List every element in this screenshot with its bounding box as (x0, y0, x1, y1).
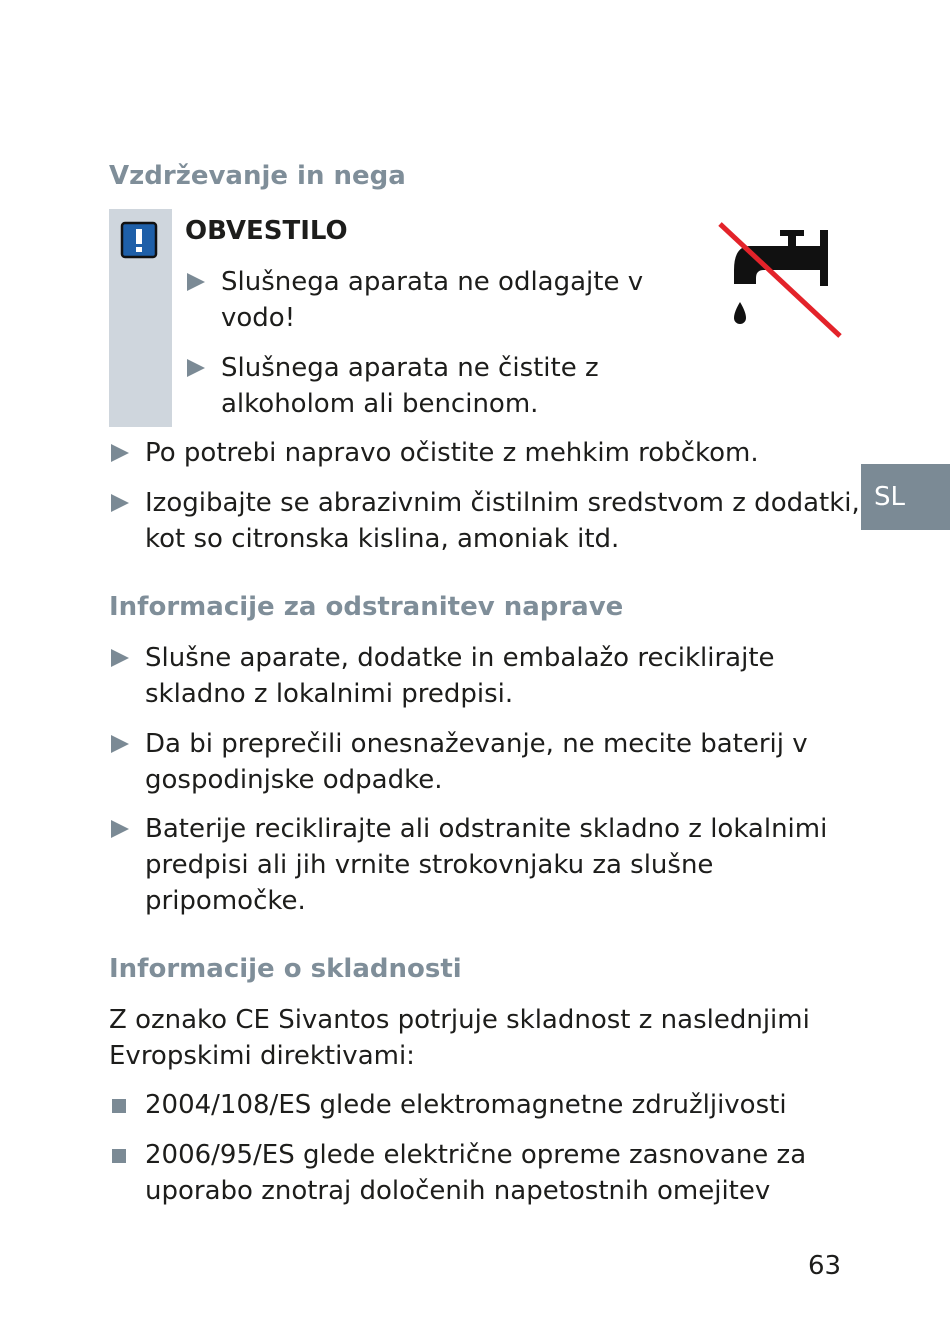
triangle-bullet-icon (109, 811, 145, 847)
maintenance-item-line: Po potrebi napravo očistite z mehkim robčkom. (145, 438, 759, 468)
notice-item-line: Slušnega aparata ne čistite z (221, 353, 599, 383)
square-bullet-icon (112, 1149, 126, 1163)
triangle-bullet-icon (109, 435, 145, 471)
no-water-tap-icon (716, 220, 844, 340)
disposal-item-line: gospodinjske odpadke. (145, 765, 443, 795)
compliance-intro (109, 1002, 810, 1074)
heading-compliance: Informacije o skladnosti (109, 954, 462, 984)
heading-maintenance: Vzdrževanje in nega (109, 161, 406, 191)
maintenance-item-line: Izogibajte se abrazivnim čistilnim sredstvom z dodatki, (145, 488, 860, 518)
disposal-item-line: Da bi preprečili onesnaževanje, ne mecite baterij v (145, 729, 808, 759)
triangle-bullet-icon (109, 726, 145, 762)
disposal-item-line: Slušne aparate, dodatke in embalažo reciklirajte (145, 643, 775, 673)
square-bullet-icon (112, 1099, 126, 1113)
page-number: 63 (808, 1251, 842, 1281)
notice-item-line: vodo! (221, 303, 296, 333)
heading-disposal: Informacije za odstranitev naprave (109, 592, 624, 622)
directive-item-line: 2004/108/ES glede elektromagnetne združljivosti (145, 1090, 787, 1120)
disposal-item-line: Baterije reciklirajte ali odstranite skladno z lokalnimi (145, 814, 828, 844)
notice-title: OBVESTILO (185, 216, 348, 246)
triangle-bullet-icon (185, 264, 221, 300)
disposal-item-line: skladno z lokalnimi predpisi. (145, 679, 514, 709)
language-tab: SL (861, 464, 950, 530)
notice-item-line: Slušnega aparata ne odlagajte v (221, 267, 644, 297)
triangle-bullet-icon (185, 350, 221, 386)
directive-item-line: 2006/95/ES glede električne opreme zasnovane za (145, 1140, 807, 1170)
disposal-item-line: pripomočke. (145, 886, 306, 916)
disposal-item-line: predpisi ali jih vrnite strokovnjaku za slušne (145, 850, 714, 880)
compliance-intro-line: Z oznako CE Sivantos potrjuje skladnost z naslednjimi (109, 1005, 810, 1035)
triangle-bullet-icon (109, 485, 145, 521)
warning-exclamation-icon (120, 221, 158, 259)
maintenance-item-line: kot so citronska kislina, amoniak itd. (145, 524, 620, 554)
directive-item-line: uporabo znotraj določenih napetostnih omejitev (145, 1176, 771, 1206)
notice-item-line: alkoholom ali bencinom. (221, 389, 539, 419)
triangle-bullet-icon (109, 640, 145, 676)
compliance-intro-line: Evropskimi direktivami: (109, 1041, 415, 1071)
